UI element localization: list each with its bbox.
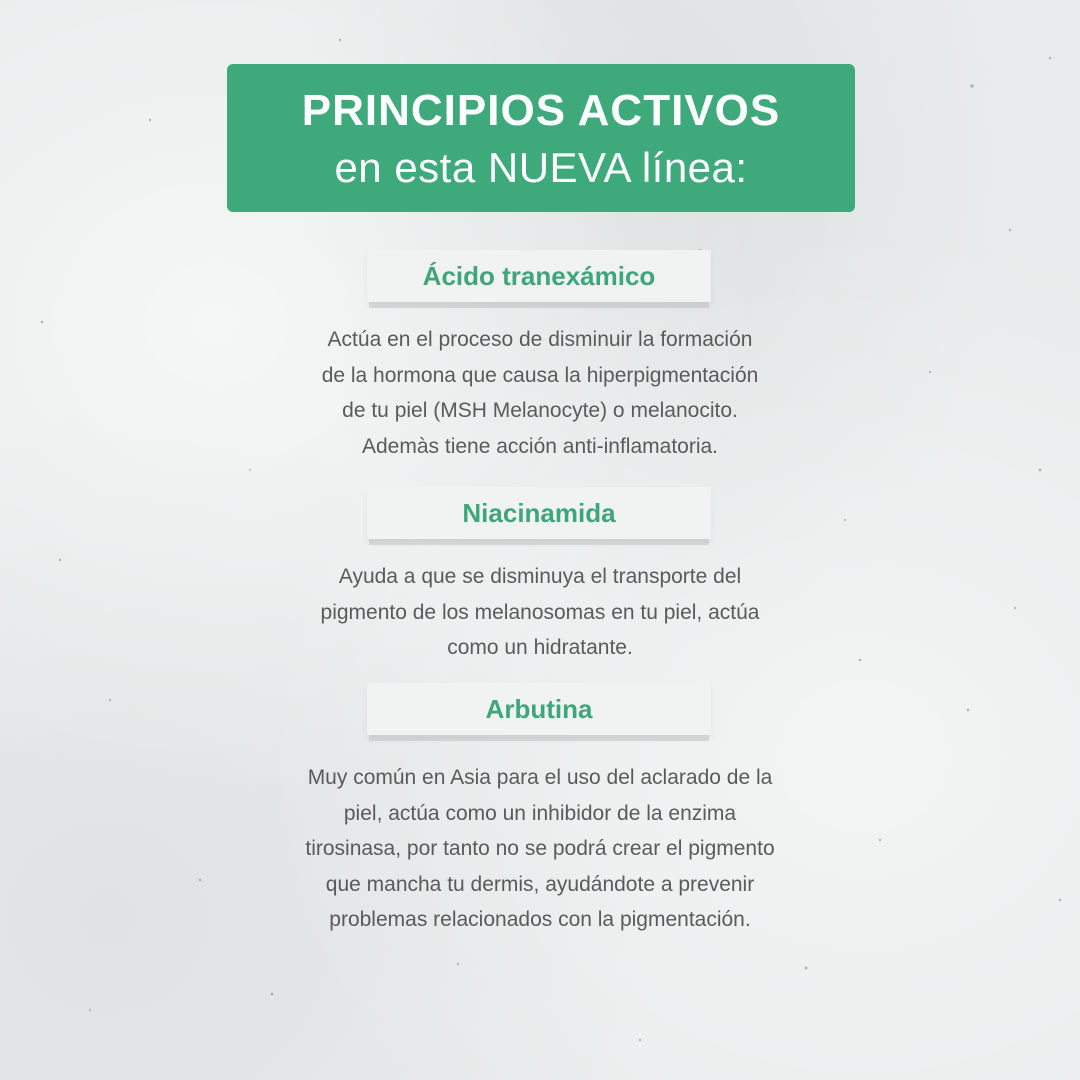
description-line: piel, actúa como un inhibidor de la enzima	[343, 801, 737, 825]
title-line-2: en esta NUEVA línea:	[334, 144, 748, 191]
ingredient-description-niacinamida	[180, 559, 900, 666]
ingredient-description-acido-tranexamico	[180, 322, 900, 464]
description-line: como un hidratante.	[447, 636, 633, 659]
description-line: de tu piel (MSH Melanocyte) o melanocito.	[342, 399, 738, 422]
ingredient-label-niacinamida: Niacinamida	[367, 487, 711, 539]
ingredient-label-arbutina: Arbutina	[367, 683, 711, 735]
description-line: de la hormona que causa la hiperpigmentación	[321, 363, 759, 387]
description-line: que mancha tu dermis, ayudándote a prevenir	[325, 872, 755, 896]
description-line: Muy común en Asia para el uso del aclarado de la	[307, 766, 773, 789]
ingredient-description-arbutina	[180, 760, 900, 938]
title-banner	[227, 64, 855, 212]
description-line: Actúa en el proceso de disminuir la formación	[327, 328, 753, 351]
title-line-1: PRINCIPIOS ACTIVOS	[301, 86, 781, 135]
description-line: Ayuda a que se disminuya el transporte del	[338, 565, 742, 588]
ingredient-label-acido-tranexamico: Ácido tranexámico	[367, 250, 711, 302]
description-line: pigmento de los melanosomas en tu piel, actúa	[320, 600, 760, 624]
description-line: Ademàs tiene acción anti-inflamatoria.	[361, 434, 718, 458]
description-line: problemas relacionados con la pigmentación.	[329, 908, 751, 931]
description-line: tirosinasa, por tanto no se podrá crear el pigmento	[305, 837, 775, 860]
